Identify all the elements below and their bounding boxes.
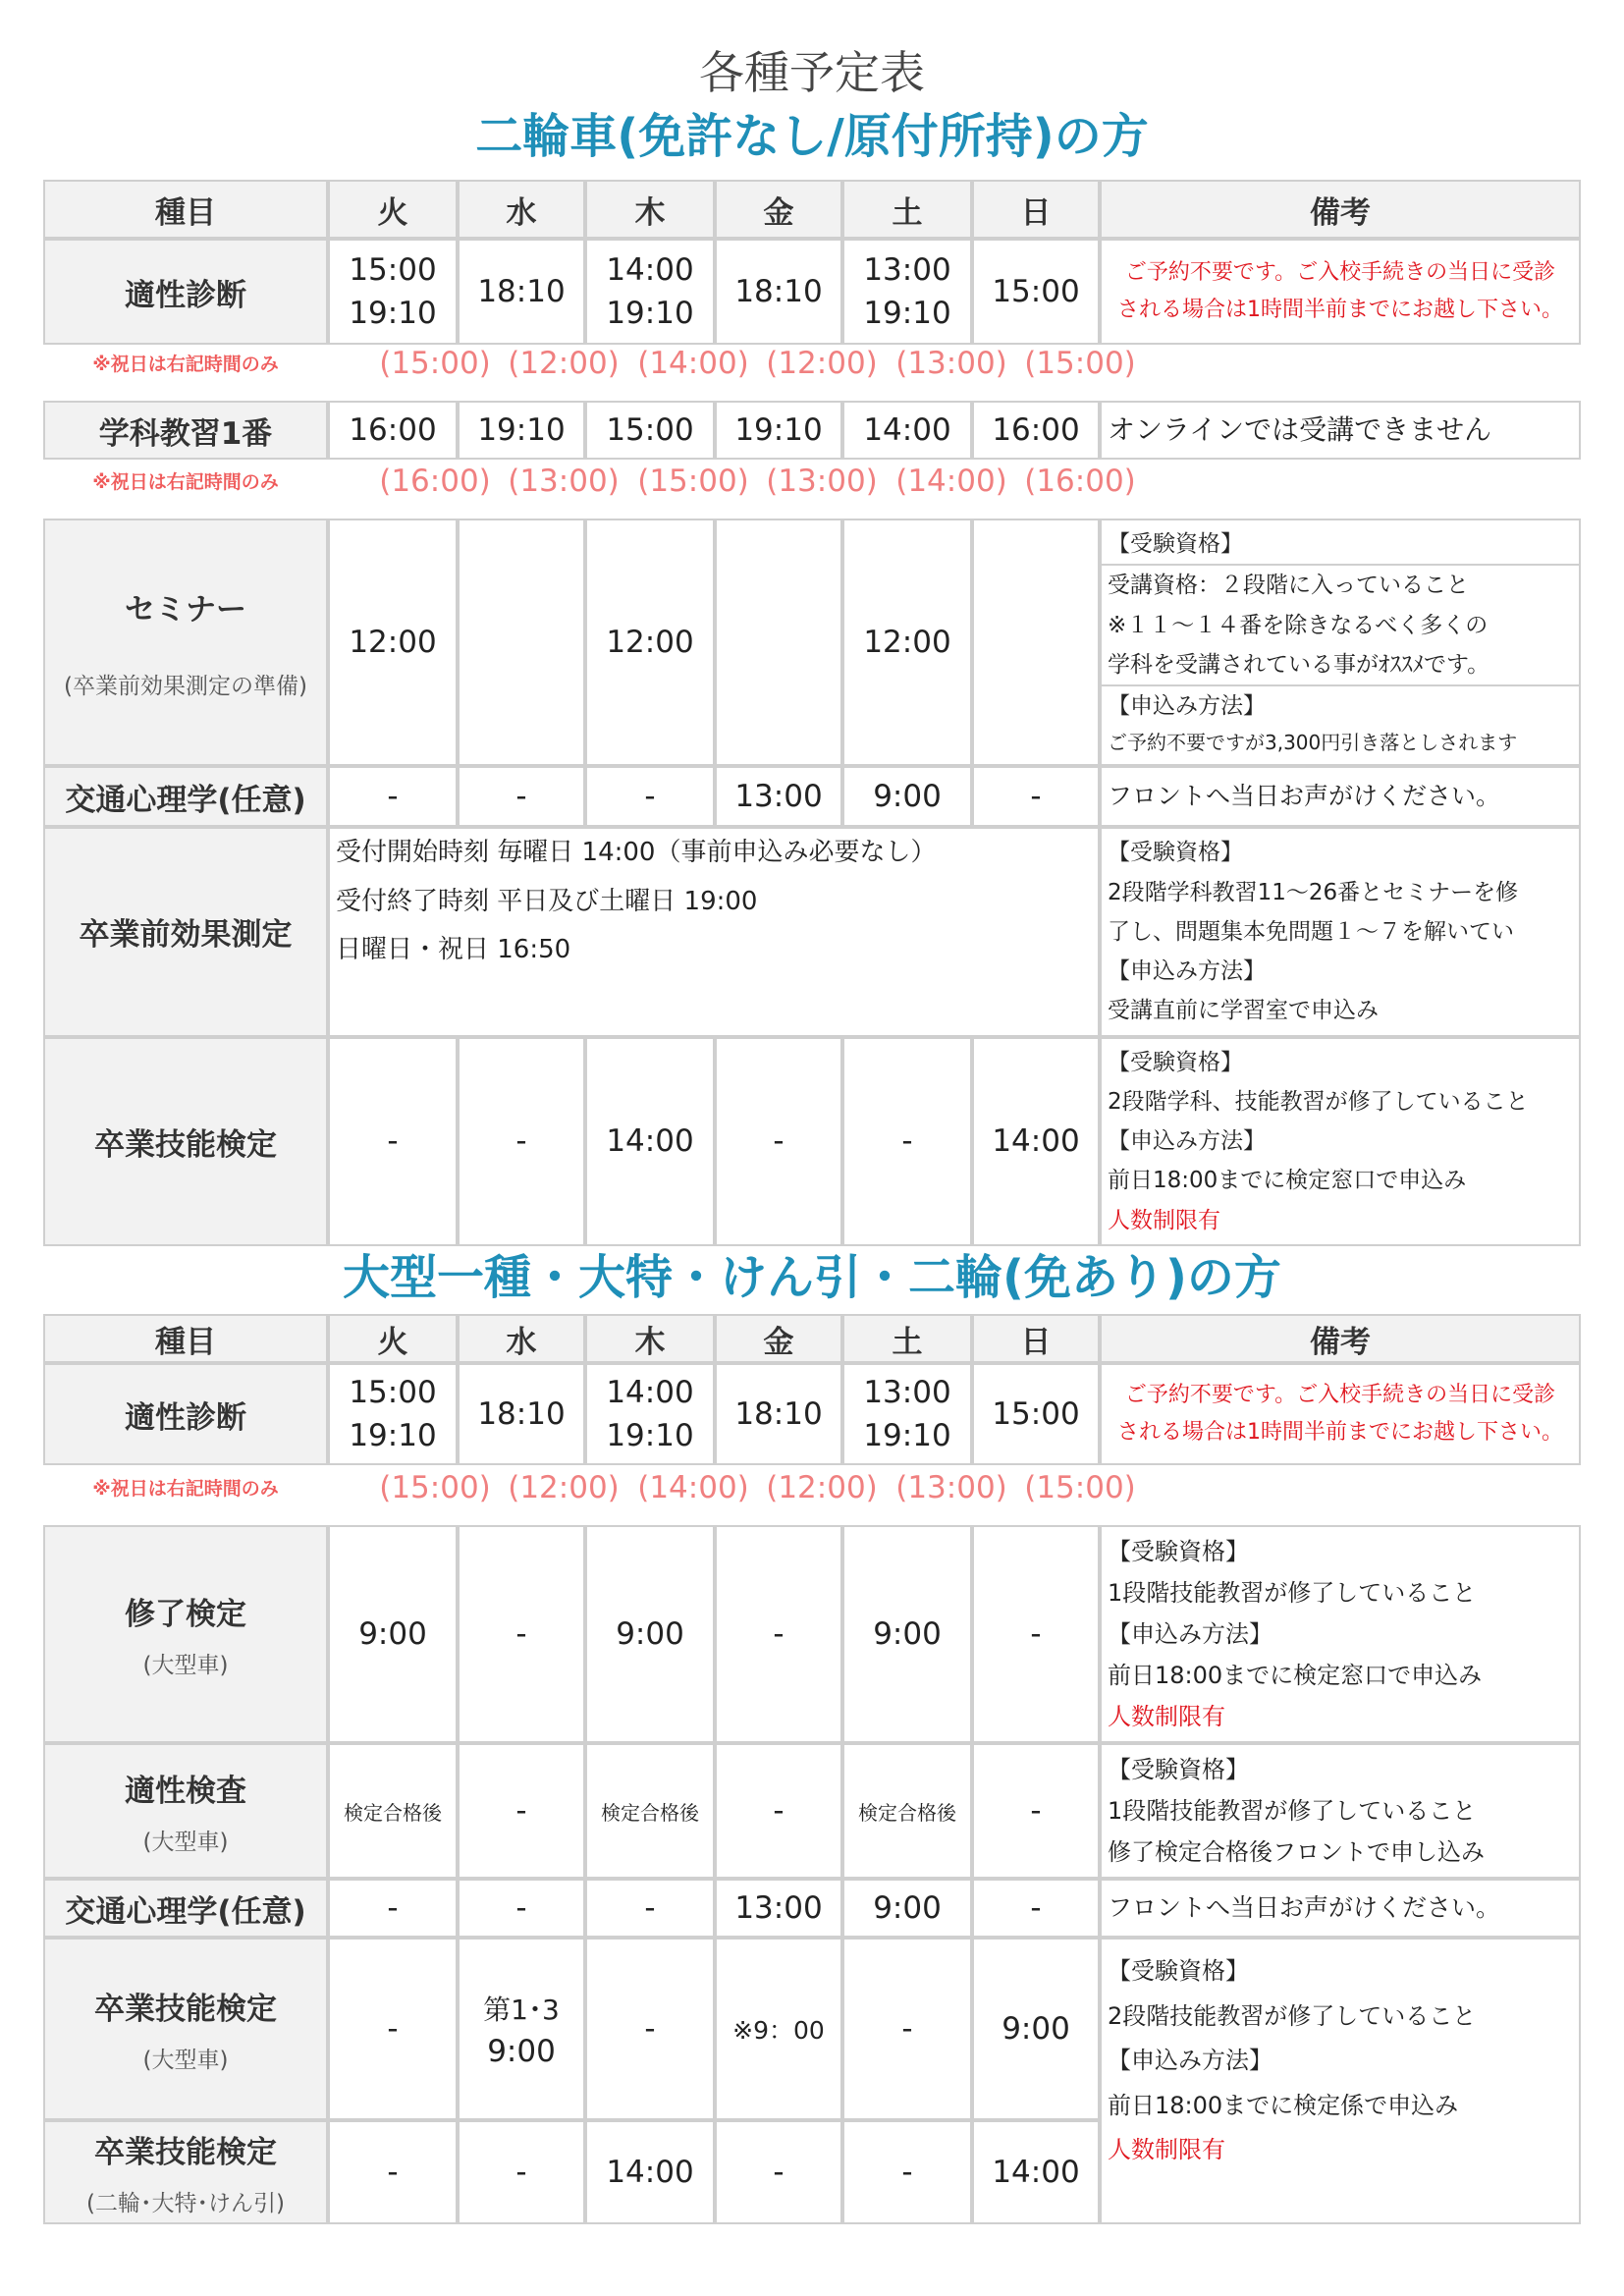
remarks-cell: フロントへ当日お声がけください。: [1100, 766, 1581, 827]
row-label: 適性診断: [43, 1363, 328, 1465]
header-wed: 水: [458, 1314, 585, 1363]
row-label: 修了検定 (大型車): [43, 1525, 328, 1743]
time-cell: 14:00 19:10: [585, 239, 715, 345]
time-cell: -: [715, 2120, 842, 2224]
row-label: 卒業技能検定: [43, 1037, 328, 1246]
time-cell: -: [972, 1743, 1100, 1879]
header-wed: 水: [458, 180, 585, 239]
s1-aptitude-holiday: [43, 346, 1581, 385]
header-tue: 火: [328, 1314, 458, 1363]
time-cell: 19:10: [458, 401, 585, 460]
holiday-time: (12:00): [766, 1470, 878, 1505]
s1-lecture1-row: [43, 401, 1581, 460]
time-cell: -: [842, 2120, 972, 2224]
time-cell: -: [458, 766, 585, 827]
time-cell: 9:00: [842, 1525, 972, 1743]
time-cell: 15:00: [972, 1363, 1100, 1465]
remarks-cell: 【受験資格】 1段階技能教習が修了していること 修了検定合格後フロントで申し込み: [1100, 1743, 1581, 1879]
time-cell: 15:00: [972, 239, 1100, 345]
holiday-time: (15:00): [637, 464, 749, 499]
holiday-time: (13:00): [766, 464, 878, 499]
holiday-time: (15:00): [1024, 1470, 1136, 1505]
time-cell: 14:00: [972, 1037, 1100, 1246]
header-sun: 日: [972, 1314, 1100, 1363]
time-cell: [458, 519, 585, 766]
row-label: 適性検査 (大型車): [43, 1743, 328, 1879]
time-cell: 18:10: [715, 1363, 842, 1465]
time-cell: 14:00: [585, 1037, 715, 1246]
remarks-cell: 【受験資格】 2段階技能教習が修了していること 【申込み方法】 前日18:00までに検定係で申込み 人数制限有: [1100, 1938, 1581, 2224]
time-cell: 検定合格後: [328, 1743, 458, 1879]
header-sat: 土: [842, 1314, 972, 1363]
s2-traffic-row: [43, 1879, 1581, 1938]
holiday-label: ※祝日は右記時間のみ: [92, 471, 279, 493]
row-label: セミナー (卒業前効果測定の準備): [43, 519, 328, 766]
section2-title: 大型一種・大特・けん引・二輪(免あり)の方: [343, 1250, 1281, 1305]
time-cell: ※9：00: [715, 1938, 842, 2120]
header-item: 種目: [43, 1314, 328, 1363]
time-cell: 検定合格後: [842, 1743, 972, 1879]
s2-completion-row: [43, 1525, 1581, 1743]
time-cell: -: [458, 1037, 585, 1246]
time-cell: -: [842, 1037, 972, 1246]
s1-aptitude-row: [43, 239, 1581, 345]
time-cell: 16:00: [972, 401, 1100, 460]
header-item: 種目: [43, 180, 328, 239]
holiday-time: (15:00): [1024, 346, 1136, 381]
header-tue: 火: [328, 180, 458, 239]
time-cell: 12:00: [328, 519, 458, 766]
header-row: [43, 180, 1581, 239]
time-cell: -: [328, 1879, 458, 1938]
header-fri: 金: [715, 180, 842, 239]
remarks-cell: 【受験資格】 受講資格：２段階に入っていること ※１１～１４番を除きなるべく多くの 学科を受講されている事がｵｽｽﾒです。 【申込み方法】 ご予約不要ですが3,300円引き落としされます: [1100, 519, 1581, 766]
s2-aptitude-holiday: [43, 1470, 1581, 1509]
time-cell: 9:00: [585, 1525, 715, 1743]
time-cell: 検定合格後: [585, 1743, 715, 1879]
holiday-time: (14:00): [895, 464, 1007, 499]
time-cell: 14:00: [585, 2120, 715, 2224]
s1-table-lecture: [43, 401, 1581, 460]
time-cell: -: [972, 766, 1100, 827]
time-cell: -: [458, 2120, 585, 2224]
time-cell: 18:10: [458, 239, 585, 345]
s1-traffic-row: [43, 766, 1581, 827]
time-cell: 14:00 19:10: [585, 1363, 715, 1465]
remarks-cell: ご予約不要です。ご入校手続きの当日に受診 される場合は1時間半前までにお越し下さい。: [1100, 1363, 1581, 1465]
time-cell: 18:10: [715, 239, 842, 345]
s1-table-main: [43, 519, 1581, 1246]
time-cell: 13:00 19:10: [842, 1363, 972, 1465]
remarks-cell: 【受験資格】 1段階技能教習が修了していること 【申込み方法】 前日18:00までに検定窓口で申込み 人数制限有: [1100, 1525, 1581, 1743]
time-cell: -: [972, 1525, 1100, 1743]
time-cell: -: [715, 1743, 842, 1879]
header-sun: 日: [972, 180, 1100, 239]
header-row: [43, 1314, 1581, 1363]
time-cell: 第1･3 9:00: [458, 1938, 585, 2120]
row-label: 卒業前効果測定: [43, 827, 328, 1036]
remarks-cell: オンラインでは受講できません: [1100, 401, 1581, 460]
time-cell: 19:10: [715, 401, 842, 460]
s1-seminar-row: [43, 519, 1581, 766]
holiday-time: (12:00): [508, 1470, 620, 1505]
holiday-time: (16:00): [379, 464, 491, 499]
time-cell: 13:00 19:10: [842, 239, 972, 345]
header-thu: 木: [585, 180, 715, 239]
time-cell: -: [328, 766, 458, 827]
remarks-cell: 【受験資格】 2段階学科教習11～26番とセミナーを修 了し、問題集本免問題１～７を解いてい 【申込み方法】 受講直前に学習室で申込み: [1100, 827, 1581, 1036]
time-cell: -: [458, 1525, 585, 1743]
time-cell: -: [458, 1743, 585, 1879]
header-thu: 木: [585, 1314, 715, 1363]
time-cell: 15:00: [585, 401, 715, 460]
time-cell: 12:00: [842, 519, 972, 766]
holiday-time: (15:00): [379, 346, 491, 381]
time-cell: -: [328, 1037, 458, 1246]
time-cell: [972, 519, 1100, 766]
header-sat: 土: [842, 180, 972, 239]
row-label: 交通心理学(任意): [43, 1879, 328, 1938]
holiday-time: (16:00): [1024, 464, 1136, 499]
header-fri: 金: [715, 1314, 842, 1363]
time-cell: 13:00: [715, 766, 842, 827]
holiday-time: (12:00): [766, 346, 878, 381]
time-cell: -: [585, 1879, 715, 1938]
remarks-cell: ご予約不要です。ご入校手続きの当日に受診 される場合は1時間半前までにお越し下さい。: [1100, 239, 1581, 345]
holiday-label: ※祝日は右記時間のみ: [92, 1478, 279, 1500]
row-label: 卒業技能検定 (大型車): [43, 1938, 328, 2120]
header-remarks: 備考: [1100, 180, 1581, 239]
s2-aptitude-row: [43, 1363, 1581, 1465]
time-cell: -: [972, 1879, 1100, 1938]
time-cell: 18:10: [458, 1363, 585, 1465]
time-cell: 9:00: [328, 1525, 458, 1743]
holiday-time: (13:00): [508, 464, 620, 499]
pretest-info: 受付開始時刻 毎曜日 14:00（事前申込み必要なし） 受付終了時刻 平日及び土曜日 19:00 日曜日・祝日 16:50: [328, 827, 1100, 1036]
row-label: 交通心理学(任意): [43, 766, 328, 827]
row-label: 適性診断: [43, 239, 328, 345]
time-cell: 16:00: [328, 401, 458, 460]
holiday-time: (14:00): [637, 1470, 749, 1505]
time-cell: 14:00: [842, 401, 972, 460]
holiday-time: (15:00): [379, 1470, 491, 1505]
s2-table-aptitude: [43, 1314, 1581, 1465]
holiday-time: (12:00): [508, 346, 620, 381]
time-cell: 9:00: [972, 1938, 1100, 2120]
time-cell: 15:00 19:10: [328, 1363, 458, 1465]
s1-table-aptitude: [43, 180, 1581, 345]
time-cell: -: [328, 1938, 458, 2120]
time-cell: 9:00: [842, 1879, 972, 1938]
row-label: 卒業技能検定 (二輪･大特･けん引): [43, 2120, 328, 2224]
time-cell: -: [715, 1037, 842, 1246]
header-remarks: 備考: [1100, 1314, 1581, 1363]
time-cell: 12:00: [585, 519, 715, 766]
time-cell: 9:00: [842, 766, 972, 827]
remarks-cell: 【受験資格】 2段階学科、技能教習が修了していること 【申込み方法】 前日18:00までに検定窓口で申込み 人数制限有: [1100, 1037, 1581, 1246]
holiday-label: ※祝日は右記時間のみ: [92, 354, 279, 375]
time-cell: -: [585, 1938, 715, 2120]
time-cell: -: [715, 1525, 842, 1743]
holiday-time: (13:00): [895, 1470, 1007, 1505]
time-cell: [715, 519, 842, 766]
holiday-time: (14:00): [637, 346, 749, 381]
time-cell: -: [842, 1938, 972, 2120]
time-cell: -: [458, 1879, 585, 1938]
remarks-cell: フロントへ当日お声がけください。: [1100, 1879, 1581, 1938]
s1-lecture1-holiday: [43, 464, 1581, 503]
row-label: 学科教習1番: [43, 401, 328, 460]
time-cell: -: [328, 2120, 458, 2224]
time-cell: 13:00: [715, 1879, 842, 1938]
time-cell: -: [585, 766, 715, 827]
s2-graduation-large-row: [43, 1938, 1581, 2120]
s2-aptitude-test-row: [43, 1743, 1581, 1879]
holiday-time: (13:00): [895, 346, 1007, 381]
time-cell: 15:00 19:10: [328, 239, 458, 345]
s2-table-main: [43, 1525, 1581, 2224]
page-title: 各種予定表: [699, 46, 925, 99]
time-cell: 14:00: [972, 2120, 1100, 2224]
s1-graduation-row: [43, 1037, 1581, 1246]
section1-title: 二輪車(免許なし/原付所持)の方: [475, 109, 1149, 164]
s1-pretest-row: [43, 827, 1581, 1036]
